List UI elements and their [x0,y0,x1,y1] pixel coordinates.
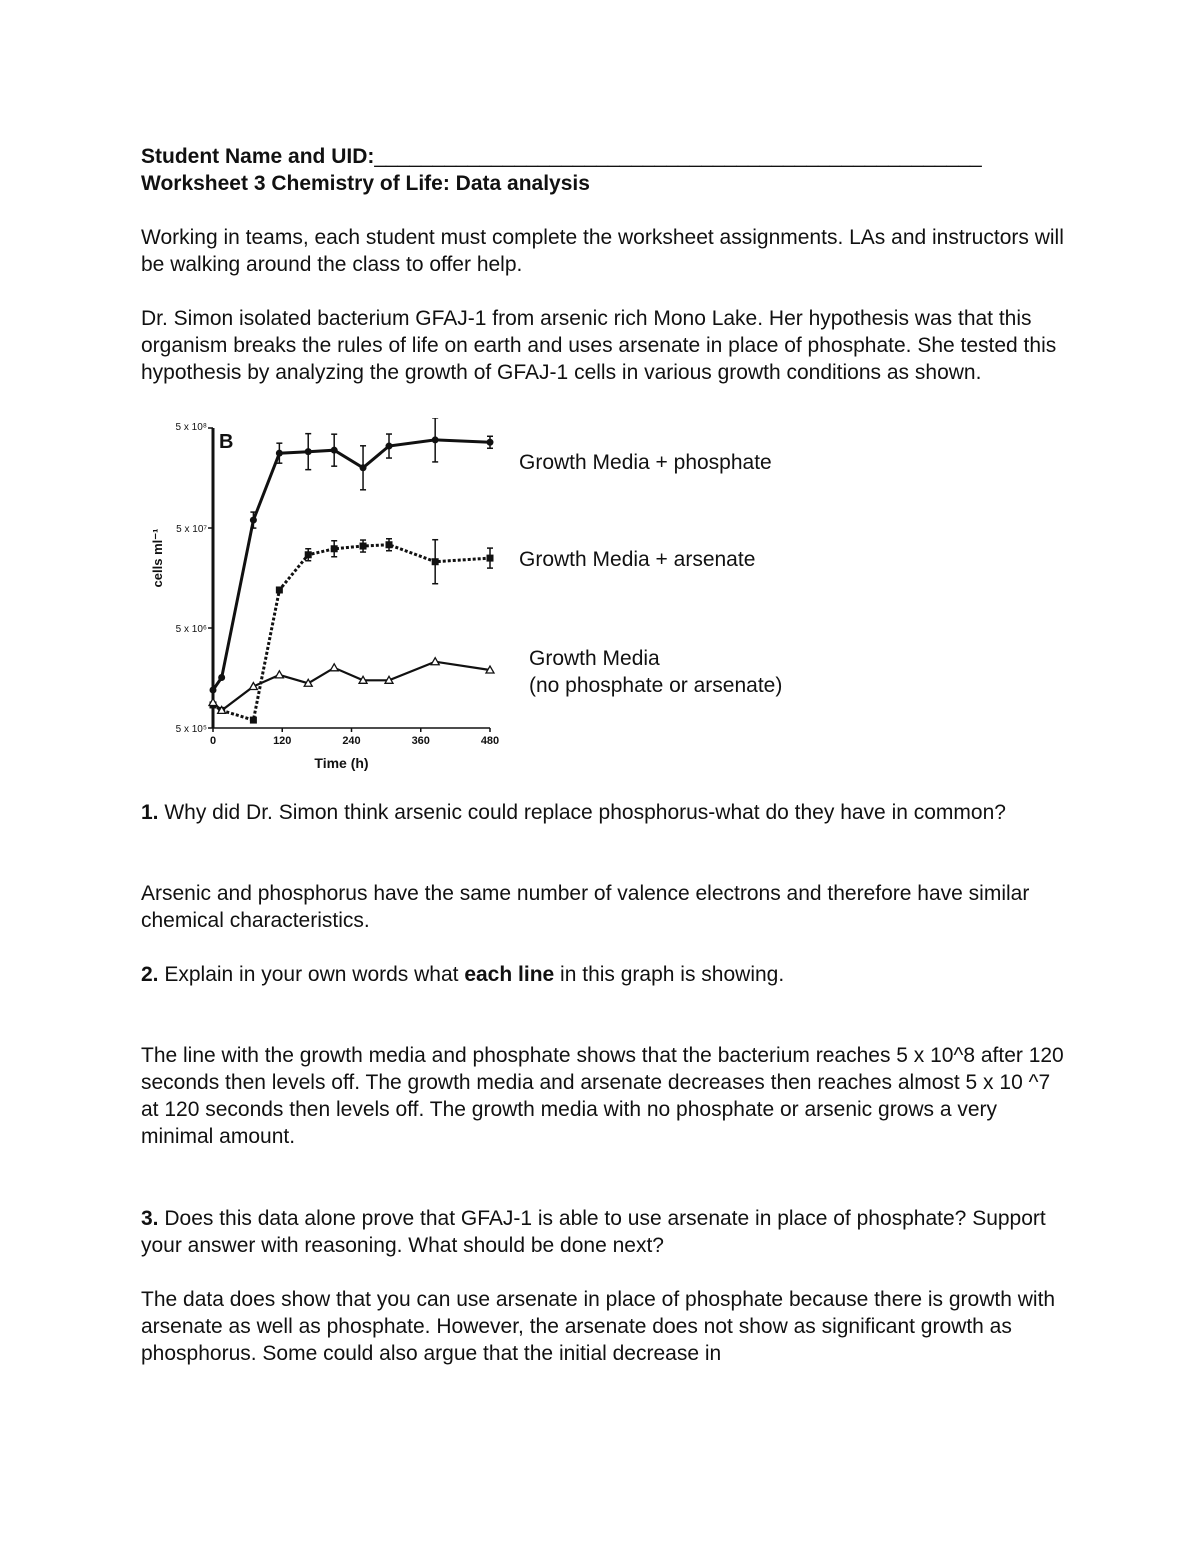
question-3 [141,1205,1071,1259]
series-arsenate-line [213,545,490,720]
series-arsenate-point [250,717,257,724]
series-phosphate-point [432,436,439,443]
intro-paragraph-1: Working in teams, each student must complete the worksheet assignments. LAs and instructors will be walking around the class to offer help. [141,226,1064,276]
y-tick-label: 5 x 10⁸ [175,422,207,433]
x-tick-label: 120 [273,735,292,747]
series-arsenate-point [276,586,283,593]
series-phosphate-point [210,686,217,693]
x-tick-label: 240 [342,735,361,747]
x-tick-label: 480 [480,735,500,747]
x-tick-label: 0 [209,735,217,747]
legend-none-line1: Growth Media [529,647,660,670]
legend-phosphate: Growth Media + phosphate [519,451,772,474]
question-2 [141,961,1071,988]
series-no-supplement-point [330,664,338,671]
series-phosphate-point [331,447,338,454]
series-phosphate-point [305,448,312,455]
question-3-number: 3. [141,1207,159,1230]
question-2-number: 2. [141,963,159,986]
question-1-number: 1. [141,801,159,824]
series-phosphate-point [250,517,257,524]
answer-2[interactable]: The line with the growth media and phosphate shows that the bacterium reaches 5 x 10^8 after 120 seconds then levels off. The growth media and arsenate decreases then reaches almost 5 x 10 ^7 at 120 seconds then levels off. The growth media with no phosphate or arsenic grows a very minimal amount. [141,1044,1064,1148]
question-2-emphasis: each line [464,963,555,986]
question-2-text-after: in this graph is showing. [554,963,785,986]
panel-letter: B [219,431,234,453]
series-phosphate-point [218,674,225,681]
series-no-supplement-point [275,671,283,678]
x-axis-label: Time (h) [314,755,369,771]
x-tick-label: 360 [411,735,430,747]
series-arsenate-point [305,551,312,558]
question-1 [141,799,1071,826]
series-arsenate-point [360,543,367,550]
legend-none-line2: (no phosphate or arsenate) [529,674,783,697]
series-phosphate-point [487,439,494,446]
y-tick-label: 5 x 10⁷ [176,524,207,535]
series-phosphate-point [360,464,367,471]
legend-arsenate: Growth Media + arsenate [519,548,756,571]
y-tick-label: 5 x 10⁶ [175,624,207,635]
series-phosphate-point [386,443,393,450]
growth-chart-svg [140,418,520,778]
answer-3[interactable]: The data does show that you can use arsenate in place of phosphate because there is growth with arsenate as well as phosphate. However, the arsenate does not show as significant growth as phosphorus. Some could also argue that the initial decrease in [141,1288,1056,1365]
question-1-text: Why did Dr. Simon think arsenic could replace phosphorus-what do they have in common? [158,801,1006,824]
worksheet-title: Worksheet 3 Chemistry of Life: Data analysis [141,172,590,195]
question-3-text: Does this data alone prove that GFAJ-1 is able to use arsenate in place of phosphate? Support your answer with reasoning. What should be done next? [141,1207,1046,1257]
series-phosphate-point [276,450,283,457]
series-phosphate-line [213,440,490,690]
name-blank[interactable]: ____________________________________________________ [374,145,982,168]
name-label: Student Name and UID: [141,145,375,168]
series-arsenate-point [487,555,494,562]
student-name-line [141,143,1071,170]
intro-paragraph-2: Dr. Simon isolated bacterium GFAJ-1 from arsenic rich Mono Lake. Her hypothesis was that this organism breaks the rules of life on earth and uses arsenate in place of phosphate. She tested this hypothesis by analyzing the growth of GFAJ-1 cells in various growth conditions as shown. [141,307,1057,384]
answer-1[interactable]: Arsenic and phosphorus have the same number of valence electrons and therefore have similar chemical characteristics. [141,882,1030,932]
series-arsenate-point [386,541,393,548]
y-tick-label: 5 x 10⁵ [175,724,207,735]
growth-chart [140,418,840,778]
question-2-text-before: Explain in your own words what [158,963,465,986]
y-axis-label: cells ml⁻¹ [150,528,165,588]
series-arsenate-point [432,558,439,565]
series-arsenate-point [331,545,338,552]
